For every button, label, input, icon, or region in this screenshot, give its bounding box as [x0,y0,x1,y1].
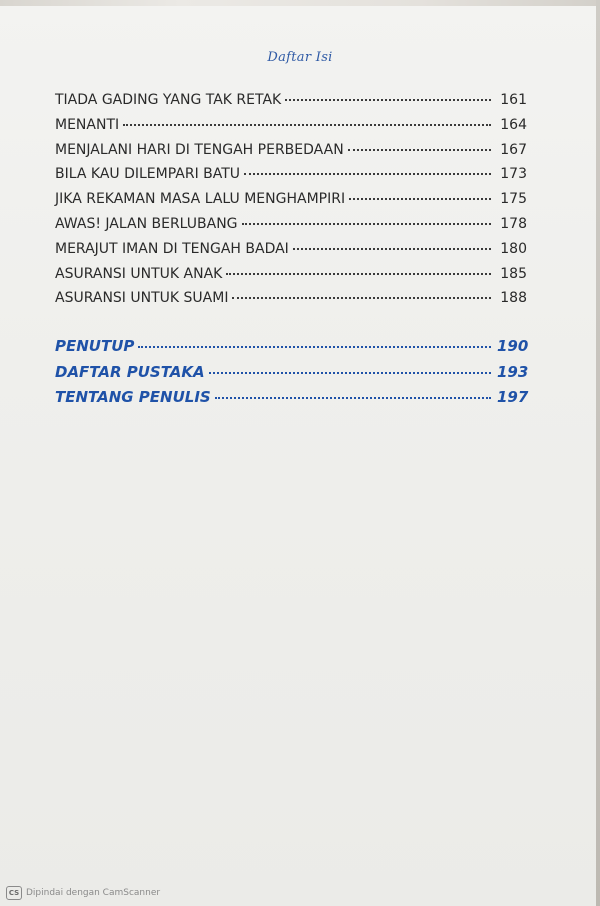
dot-leader [226,273,491,275]
toc-major-entry [55,388,527,414]
scanner-watermark-text: Dipindai dengan CamScanner [26,888,161,898]
toc-entry-page: 178 [500,215,527,232]
toc-entry [55,191,527,216]
toc-major-page: 197 [497,388,529,407]
toc-entry-page: 167 [500,141,527,158]
dot-leader [348,149,491,151]
dot-leader [123,124,491,126]
page-top-edge [0,0,600,6]
toc-entry-title: BILA KAU DILEMPARI BATU [55,166,241,183]
dot-leader [285,99,491,101]
page-right-edge [596,0,600,906]
section-gap [55,315,527,337]
toc-entry-page: 180 [500,240,527,257]
dot-leader [242,223,491,225]
dot-leader [209,372,491,374]
camscanner-logo-icon: CS [6,886,22,900]
toc-entry [55,216,527,241]
toc-entry [55,117,527,142]
toc-entry [55,266,527,291]
toc-entry-page: 175 [500,191,527,208]
dot-leader [232,297,491,299]
toc-major-page: 190 [497,337,529,356]
toc-entry [55,166,527,191]
toc-entry-page: 164 [500,116,527,133]
toc-entry-title: AWAS! JALAN BERLUBANG [55,215,238,232]
table-of-contents [55,92,527,414]
running-header: Daftar Isi [267,50,333,65]
toc-entry-page: 161 [500,92,527,108]
toc-entry-title: JIKA REKAMAN MASA LALU MENGHAMPIRI [55,191,346,208]
toc-entry [55,92,527,117]
toc-entry-page: 188 [500,290,527,307]
toc-entry-title: MENJALANI HARI DI TENGAH PERBEDAAN [55,141,344,158]
dot-leader [293,248,491,250]
dot-leader [138,346,491,348]
scanner-watermark [6,886,160,900]
dot-leader [215,397,491,399]
toc-entry-page: 185 [500,265,527,282]
toc-entry-title: MENANTI [55,116,120,133]
toc-major-entry [55,337,527,363]
toc-major-title: PENUTUP [55,337,135,356]
toc-entry-title: MERAJUT IMAN DI TENGAH BADAI [55,240,289,257]
toc-entry-title: ASURANSI UNTUK ANAK [55,265,223,282]
toc-major-title: DAFTAR PUSTAKA [55,362,205,381]
toc-major-entry [55,363,527,389]
toc-entry-title: ASURANSI UNTUK SUAMI [55,290,229,307]
toc-entry [55,241,527,266]
toc-entry [55,290,527,315]
toc-entry [55,142,527,167]
toc-entry-page: 173 [500,166,527,183]
dot-leader [349,198,491,200]
dot-leader [244,173,491,175]
toc-entry-title: TIADA GADING YANG TAK RETAK [55,92,282,108]
toc-major-page: 193 [497,362,529,381]
toc-major-title: TENTANG PENULIS [55,388,211,407]
